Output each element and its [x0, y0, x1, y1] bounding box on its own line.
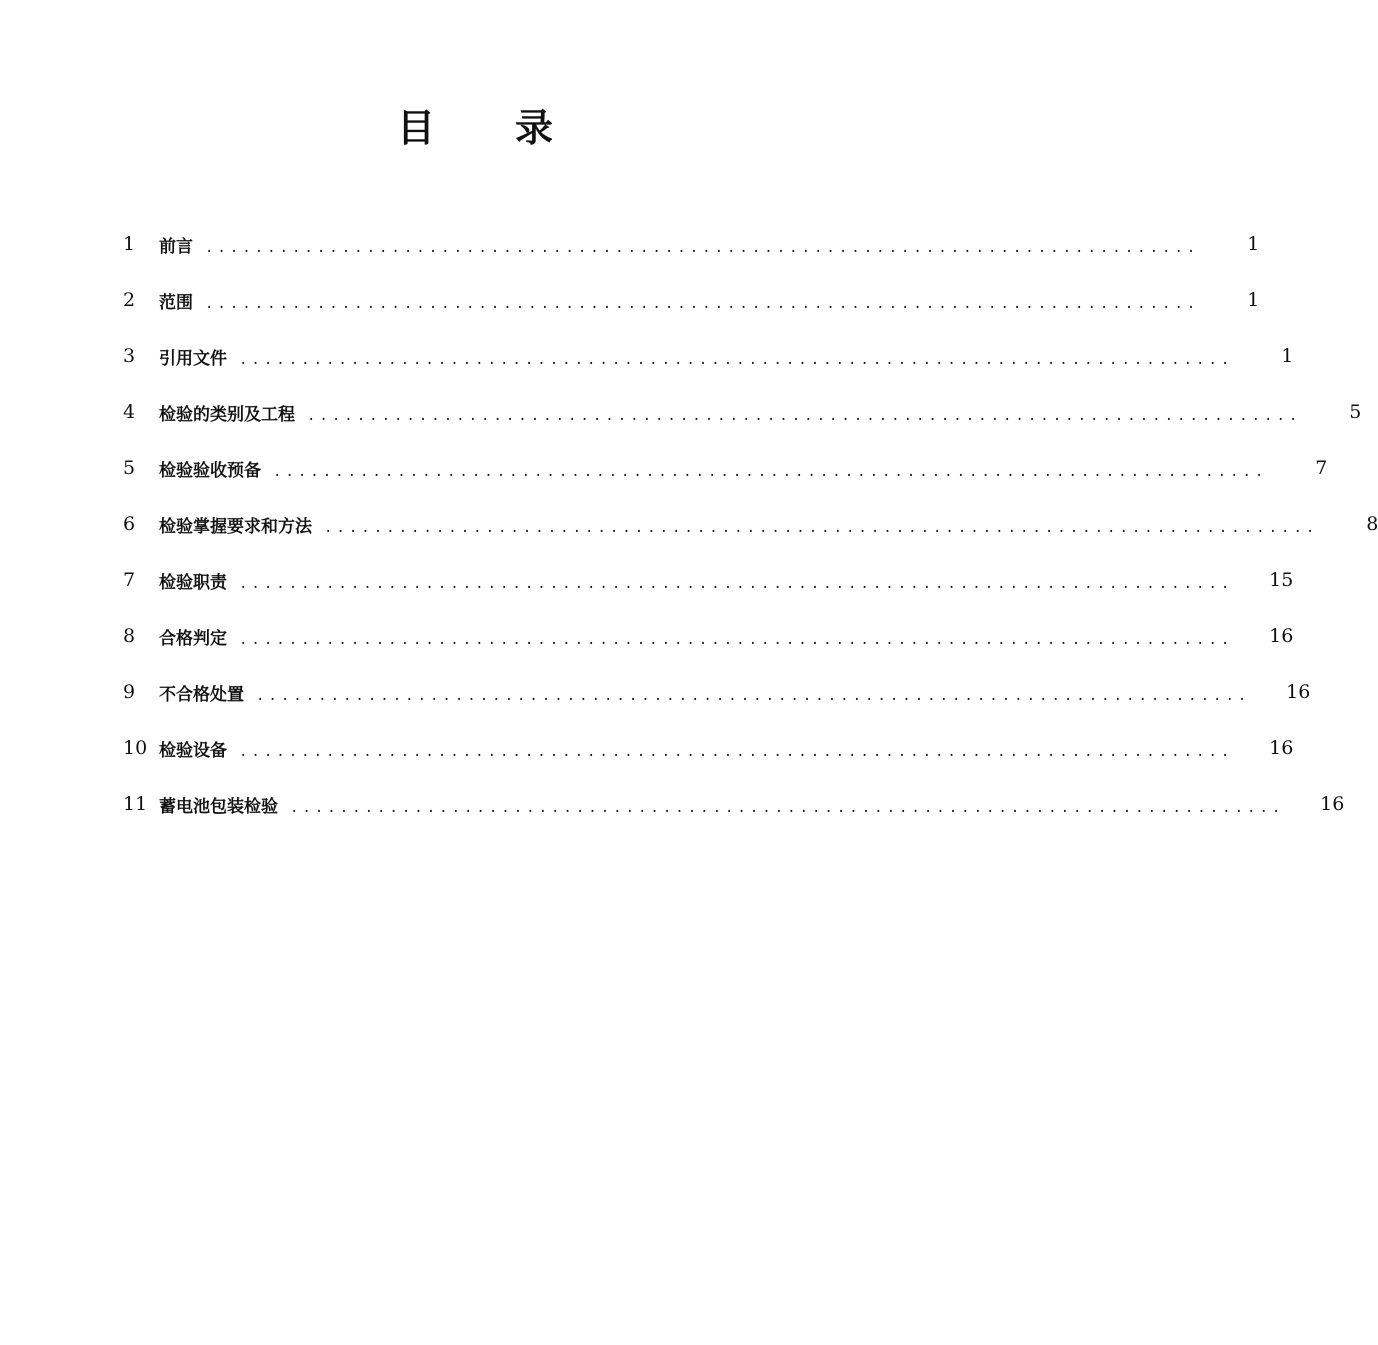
- toc-entry-page: 1: [1247, 289, 1260, 311]
- toc-entry-label: 范围: [159, 293, 193, 313]
- toc-entry-number: 1: [123, 233, 136, 255]
- toc-entry-6[interactable]: [123, 510, 1378, 566]
- toc-entry-10[interactable]: [123, 734, 1294, 790]
- toc-entry-number: 7: [123, 569, 136, 591]
- toc-entry-label: 检验掌握要求和方法: [159, 517, 312, 537]
- toc-entry-label: 检验的类别及工程: [159, 405, 295, 425]
- toc-entry-4[interactable]: [123, 398, 1362, 454]
- dot-leader: ................................................................................: [239, 352, 1234, 368]
- dot-leader: ................................................................................: [307, 408, 1302, 424]
- toc-title-char-1: 目: [396, 106, 435, 150]
- toc-entry-number: 10: [123, 737, 148, 759]
- toc-entry-label: 蓄电池包装检验: [159, 797, 278, 817]
- toc-entry-number: 4: [123, 401, 136, 423]
- toc-entry-7[interactable]: [123, 566, 1294, 622]
- toc-entry-number: 2: [123, 289, 136, 311]
- dot-leader: ................................................................................: [273, 464, 1268, 480]
- table-of-contents: [123, 230, 1378, 846]
- dot-leader: ................................................................................: [205, 296, 1200, 312]
- toc-entry-3[interactable]: [123, 342, 1294, 398]
- toc-entry-page: 16: [1320, 793, 1345, 815]
- dot-leader: ................................................................................: [239, 632, 1234, 648]
- toc-entry-label: 不合格处置: [159, 685, 244, 705]
- dot-leader: ................................................................................: [239, 576, 1234, 592]
- toc-entry-11[interactable]: [123, 790, 1345, 846]
- dot-leader: ................................................................................: [239, 744, 1234, 760]
- toc-entry-2[interactable]: [123, 286, 1260, 342]
- toc-entry-page: 5: [1349, 401, 1362, 423]
- toc-entry-page: 1: [1247, 233, 1260, 255]
- toc-entry-number: 9: [123, 681, 136, 703]
- toc-entry-number: 11: [123, 793, 148, 815]
- dot-leader: ................................................................................: [290, 800, 1285, 816]
- toc-entry-page: 16: [1286, 681, 1311, 703]
- toc-entry-8[interactable]: [123, 622, 1294, 678]
- toc-entry-page: 7: [1315, 457, 1328, 479]
- dot-leader: ................................................................................: [324, 520, 1319, 536]
- toc-entry-label: 检验验收预备: [159, 461, 261, 481]
- toc-entry-number: 6: [123, 513, 136, 535]
- toc-entry-page: 16: [1269, 737, 1294, 759]
- toc-entry-1[interactable]: [123, 230, 1260, 286]
- toc-entry-label: 前言: [159, 237, 193, 257]
- toc-title: [0, 104, 950, 152]
- toc-entry-5[interactable]: [123, 454, 1328, 510]
- toc-entry-label: 合格判定: [159, 629, 227, 649]
- dot-leader: ................................................................................: [205, 240, 1200, 256]
- toc-title-char-2: 录: [515, 106, 554, 150]
- toc-entry-page: 8: [1366, 513, 1378, 535]
- dot-leader: ................................................................................: [256, 688, 1251, 704]
- toc-entry-page: 15: [1269, 569, 1294, 591]
- toc-entry-label: 引用文件: [159, 349, 227, 369]
- toc-entry-number: 8: [123, 625, 136, 647]
- toc-entry-number: 3: [123, 345, 136, 367]
- toc-entry-label: 检验设备: [159, 741, 227, 761]
- toc-entry-page: 16: [1269, 625, 1294, 647]
- toc-entry-9[interactable]: [123, 678, 1311, 734]
- toc-entry-number: 5: [123, 457, 136, 479]
- toc-entry-label: 检验职责: [159, 573, 227, 593]
- toc-entry-page: 1: [1281, 345, 1294, 367]
